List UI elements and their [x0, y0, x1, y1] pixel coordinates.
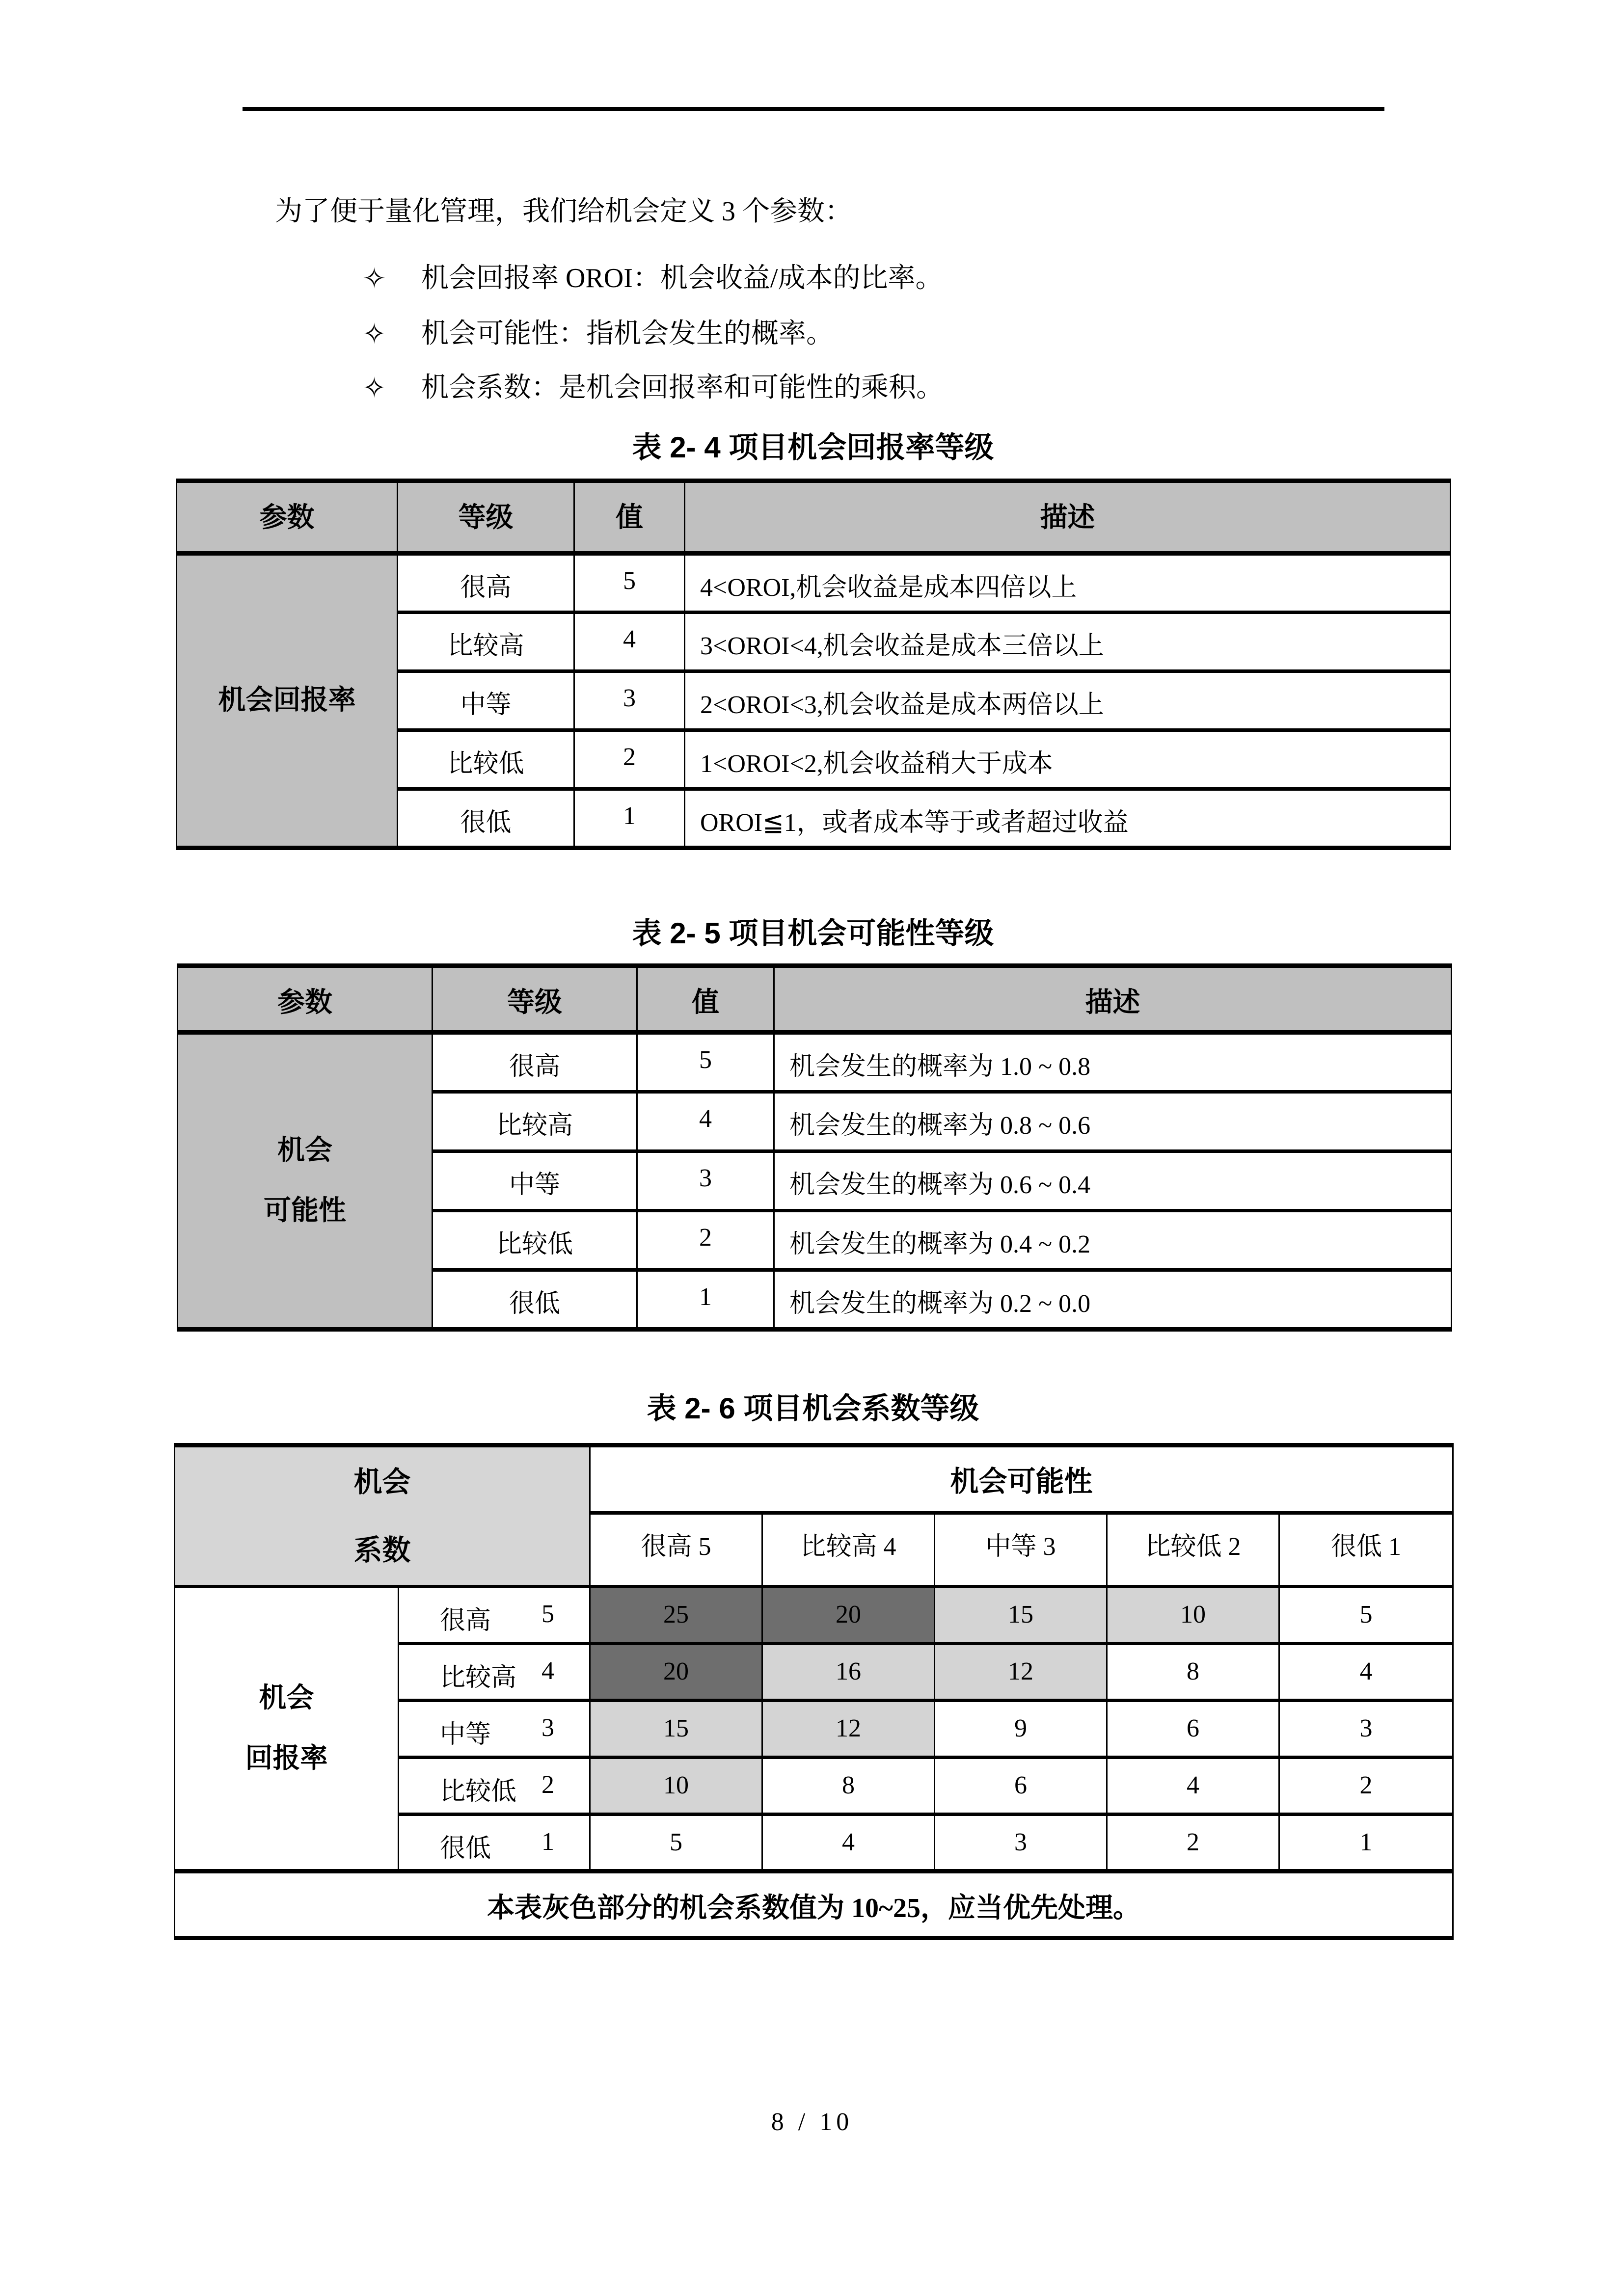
value-cell: 2	[637, 1211, 774, 1270]
row-label-cell	[399, 1587, 590, 1644]
level-cell: 很高	[398, 554, 574, 613]
bullet-item	[362, 263, 943, 295]
matrix-cell: 8	[762, 1758, 935, 1815]
row-label-value: 2	[541, 1771, 554, 1799]
table-row	[175, 1587, 1453, 1644]
header-cell: 描述	[685, 481, 1451, 554]
matrix-cell: 2	[1107, 1815, 1279, 1871]
corner-header-cell	[175, 1445, 590, 1587]
header-cell: 等级	[398, 481, 574, 554]
desc-cell: 机会发生的概率为 1.0 ~ 0.8	[774, 1033, 1452, 1092]
header-cell: 值	[637, 966, 774, 1033]
column-header-cell: 中等 3	[935, 1513, 1107, 1587]
table-header-row	[177, 481, 1451, 554]
column-header-cell: 比较高 4	[762, 1513, 935, 1587]
diamond-bullet-icon: ✧	[362, 318, 386, 350]
table-header-row	[175, 1445, 1453, 1513]
matrix-cell: 15	[935, 1587, 1107, 1644]
matrix-cell: 20	[762, 1587, 935, 1644]
table-footer-row	[175, 1871, 1453, 1938]
value-cell: 1	[574, 789, 685, 848]
matrix-cell: 6	[1107, 1701, 1279, 1758]
row-label-value: 1	[541, 1828, 554, 1856]
desc-cell: 机会发生的概率为 0.6 ~ 0.4	[774, 1151, 1452, 1211]
row-label: 比较高	[440, 1664, 517, 1692]
matrix-cell: 4	[1279, 1644, 1453, 1701]
table-2-6	[174, 1443, 1454, 1940]
bullet-text: 机会回报率 OROI：机会收益/成本的比率。	[421, 263, 943, 294]
level-cell: 中等	[433, 1151, 637, 1211]
level-cell: 比较低	[398, 730, 574, 789]
matrix-cell: 20	[590, 1644, 762, 1701]
table-2-4	[176, 479, 1451, 850]
value-cell: 3	[574, 671, 685, 730]
param-merged-cell	[178, 1033, 433, 1330]
level-cell: 很低	[398, 789, 574, 848]
level-cell: 很低	[433, 1270, 637, 1330]
row-label-value: 4	[541, 1657, 554, 1685]
bullet-text: 机会系数：是机会回报率和可能性的乘积。	[421, 373, 944, 403]
level-cell: 比较低	[433, 1211, 637, 1270]
row-label-value: 3	[541, 1714, 554, 1742]
row-label: 比较低	[440, 1778, 517, 1806]
column-header-cell: 很高 5	[590, 1513, 762, 1587]
value-cell: 5	[637, 1033, 774, 1092]
matrix-cell: 10	[590, 1758, 762, 1815]
table-2-4-title: 表 2- 4 项目机会回报率等级	[632, 431, 994, 464]
row-label-cell	[399, 1815, 590, 1871]
desc-cell: OROI≦1，或者成本等于或者超过收益	[685, 789, 1451, 848]
bullet-item	[362, 372, 944, 405]
value-cell: 3	[637, 1151, 774, 1211]
column-group-header: 机会可能性	[590, 1445, 1453, 1513]
matrix-cell: 4	[1107, 1758, 1279, 1815]
header-cell: 值	[574, 481, 685, 554]
value-cell: 5	[574, 554, 685, 613]
row-label: 很高	[440, 1607, 491, 1635]
matrix-cell: 12	[762, 1701, 935, 1758]
row-group-merged-cell	[175, 1587, 399, 1871]
matrix-cell: 25	[590, 1587, 762, 1644]
header-rule	[243, 107, 1384, 111]
row-label-cell	[399, 1701, 590, 1758]
desc-cell: 2<OROI<3,机会收益是成本两倍以上	[685, 671, 1451, 730]
matrix-cell: 9	[935, 1701, 1107, 1758]
matrix-cell: 10	[1107, 1587, 1279, 1644]
matrix-cell: 12	[935, 1644, 1107, 1701]
header-cell: 参数	[177, 481, 398, 554]
desc-cell: 1<OROI<2,机会收益稍大于成本	[685, 730, 1451, 789]
table-row	[178, 1033, 1452, 1092]
corner-line: 系数	[353, 1534, 411, 1567]
table-2-5	[177, 963, 1452, 1332]
bullet-text: 机会可能性：指机会发生的概率。	[421, 319, 834, 349]
matrix-cell: 8	[1107, 1644, 1279, 1701]
desc-cell: 4<OROI,机会收益是成本四倍以上	[685, 554, 1451, 613]
page-number: 8 / 10	[771, 2108, 853, 2136]
param-merged-cell: 机会回报率	[177, 554, 398, 848]
desc-cell: 机会发生的概率为 0.2 ~ 0.0	[774, 1270, 1452, 1330]
row-label-cell	[399, 1758, 590, 1815]
param-line: 机会	[277, 1135, 332, 1166]
level-cell: 比较高	[398, 613, 574, 671]
corner-line: 机会	[353, 1466, 411, 1498]
value-cell: 4	[637, 1092, 774, 1151]
desc-cell: 机会发生的概率为 0.8 ~ 0.6	[774, 1092, 1452, 1151]
desc-cell: 3<OROI<4,机会收益是成本三倍以上	[685, 613, 1451, 671]
value-cell: 1	[637, 1270, 774, 1330]
column-header-cell: 很低 1	[1279, 1513, 1453, 1587]
table-footer-note: 本表灰色部分的机会系数值为 10~25，应当优先处理。	[175, 1871, 1453, 1938]
param-line: 可能性	[264, 1196, 346, 1226]
diamond-bullet-icon: ✧	[362, 263, 386, 294]
matrix-cell: 3	[1279, 1701, 1453, 1758]
matrix-cell: 1	[1279, 1815, 1453, 1871]
table-2-6-title: 表 2- 6 项目机会系数等级	[647, 1392, 979, 1425]
column-header-cell: 比较低 2	[1107, 1513, 1279, 1587]
matrix-cell: 6	[935, 1758, 1107, 1815]
matrix-cell: 3	[935, 1815, 1107, 1871]
table-2-5-title: 表 2- 5 项目机会可能性等级	[632, 917, 994, 950]
level-cell: 中等	[398, 671, 574, 730]
desc-cell: 机会发生的概率为 0.4 ~ 0.2	[774, 1211, 1452, 1270]
header-cell: 等级	[433, 966, 637, 1033]
value-cell: 4	[574, 613, 685, 671]
bullet-item	[362, 318, 834, 351]
matrix-cell: 16	[762, 1644, 935, 1701]
row-label-value: 5	[541, 1600, 554, 1629]
table-header-row	[178, 966, 1452, 1033]
header-cell: 参数	[178, 966, 433, 1033]
matrix-cell: 5	[1279, 1587, 1453, 1644]
level-cell: 比较高	[433, 1092, 637, 1151]
matrix-cell: 5	[590, 1815, 762, 1871]
header-cell: 描述	[774, 966, 1452, 1033]
table-row	[177, 554, 1451, 613]
intro-paragraph: 为了便于量化管理，我们给机会定义 3 个参数：	[275, 196, 852, 227]
row-label-cell	[399, 1644, 590, 1701]
matrix-cell: 15	[590, 1701, 762, 1758]
diamond-bullet-icon: ✧	[362, 372, 386, 404]
row-group-line: 回报率	[245, 1743, 328, 1774]
row-group-line: 机会	[259, 1683, 314, 1714]
matrix-cell: 4	[762, 1815, 935, 1871]
matrix-cell: 2	[1279, 1758, 1453, 1815]
row-label: 中等	[440, 1721, 491, 1749]
value-cell: 2	[574, 730, 685, 789]
level-cell: 很高	[433, 1033, 637, 1092]
row-label: 很低	[440, 1835, 491, 1863]
